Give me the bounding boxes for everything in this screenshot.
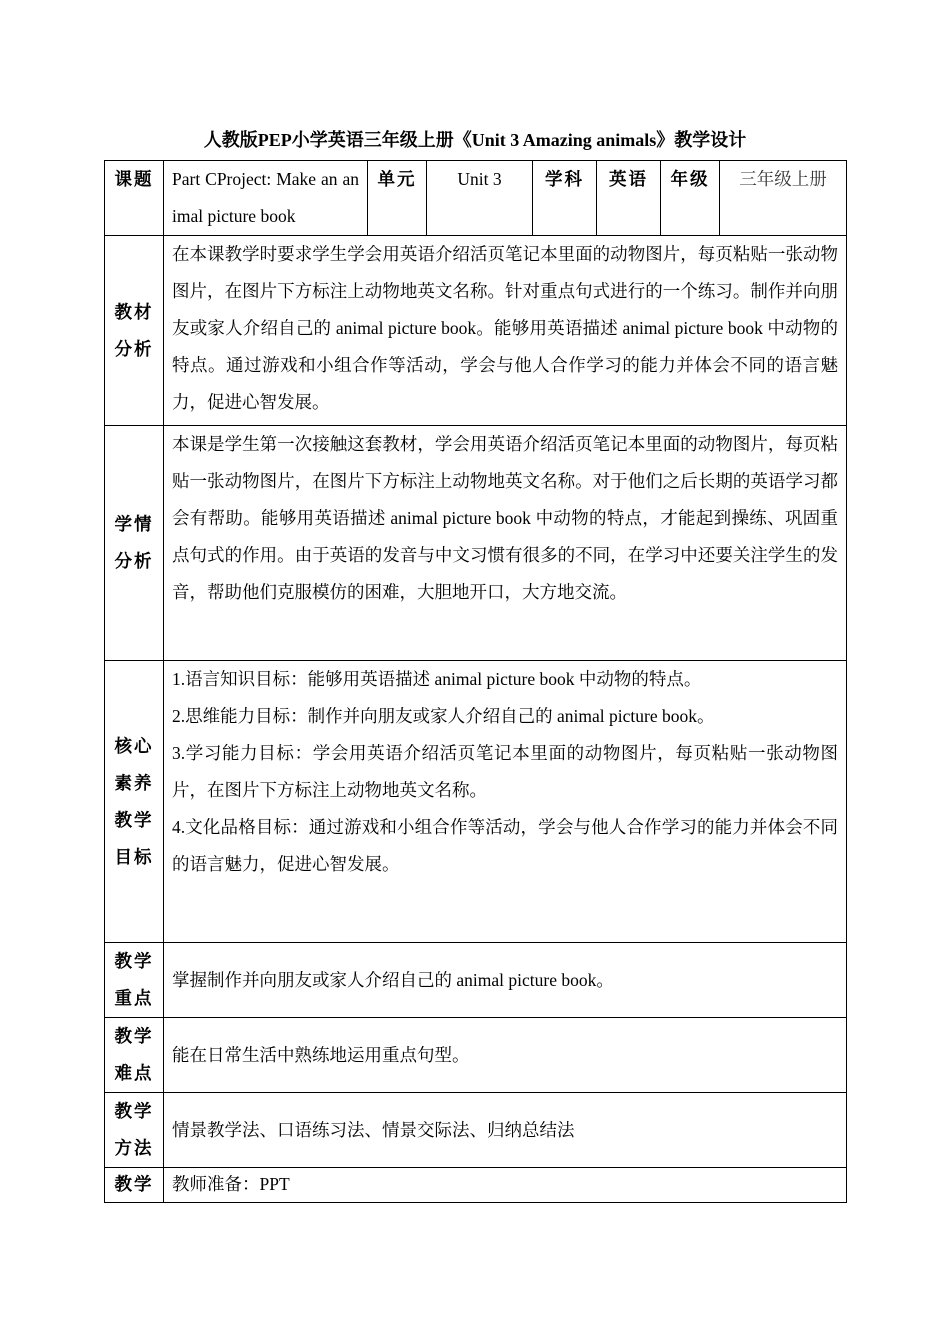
subject-label: 学科 [533,161,597,236]
key-points-row [105,943,847,1018]
subject-value: 英语 [597,161,661,236]
unit-label: 单元 [368,161,427,236]
topic-value: Part CProject: Make an animal picture book [164,161,368,236]
grade-value: 三年级上册 [720,161,847,236]
learner-analysis-row [105,426,847,661]
learner-analysis-label: 学情 分析 [105,426,164,661]
difficulties-text: 能在日常生活中熟练地运用重点句型。 [164,1018,847,1093]
header-row [105,161,847,236]
methods-label: 教学 方法 [105,1093,164,1168]
learner-analysis-text: 本课是学生第一次接触这套教材，学会用英语介绍活页笔记本里面的动物图片，每页粘贴一张动物图片，在图片下方标注上动物地英文名称。对于他们之后长期的英语学习都会有帮助。能够用英语描述 animal picture book 中动物的特点，才能起到操练、巩固重点句式的作用。由于英语的发音与中文习惯有很多的不同，在学习中还要关注学生的发音，帮助他们克服模仿的困难，大胆地开口，大方地交流。 [164,426,847,661]
methods-row [105,1093,847,1168]
core-goals-list [164,661,847,943]
lesson-plan-table [104,160,847,1203]
material-analysis-row [105,236,847,426]
preparation-label: 教学 [105,1168,164,1203]
difficulties-row [105,1018,847,1093]
document-title: 人教版PEP小学英语三年级上册《Unit 3 Amazing animals》教学设计 [203,130,747,150]
topic-label: 课题 [105,161,164,236]
goal-item: 3.学习能力目标：学会用英语介绍活页笔记本里面的动物图片，每页粘贴一张动物图片，在图片下方标注上动物地英文名称。 [172,743,838,800]
goal-item: 2.思维能力目标：制作并向朋友或家人介绍自己的 animal picture book。 [172,706,715,726]
material-analysis-label: 教材 分析 [105,236,164,426]
material-analysis-text: 在本课教学时要求学生学会用英语介绍活页笔记本里面的动物图片，每页粘贴一张动物图片，在图片下方标注上动物地英文名称。针对重点句式进行的一个练习。制作并向朋友或家人介绍自己的 animal picture book。能够用英语描述 animal picture book 中动物的特点。通过游戏和小组合作等活动，学会与他人合作学习的能力并体会不同的语言魅力，促进心智发展。 [164,236,847,426]
methods-text: 情景教学法、口语练习法、情景交际法、归纳总结法 [164,1093,847,1168]
key-points-text: 掌握制作并向朋友或家人介绍自己的 animal picture book。 [164,943,847,1018]
goal-item: 4.文化品格目标：通过游戏和小组合作等活动，学会与他人合作学习的能力并体会不同的语言魅力，促进心智发展。 [172,817,838,874]
difficulties-label: 教学 难点 [105,1018,164,1093]
unit-value: Unit 3 [427,161,533,236]
goal-item: 1.语言知识目标：能够用英语描述 animal picture book 中动物的特点。 [172,669,702,689]
core-goals-row [105,661,847,943]
preparation-text: 教师准备：PPT [164,1168,847,1203]
grade-label: 年级 [661,161,720,236]
key-points-label: 教学 重点 [105,943,164,1018]
preparation-row [105,1168,847,1203]
core-goals-label: 核心 素养 教学 目标 [105,661,164,943]
